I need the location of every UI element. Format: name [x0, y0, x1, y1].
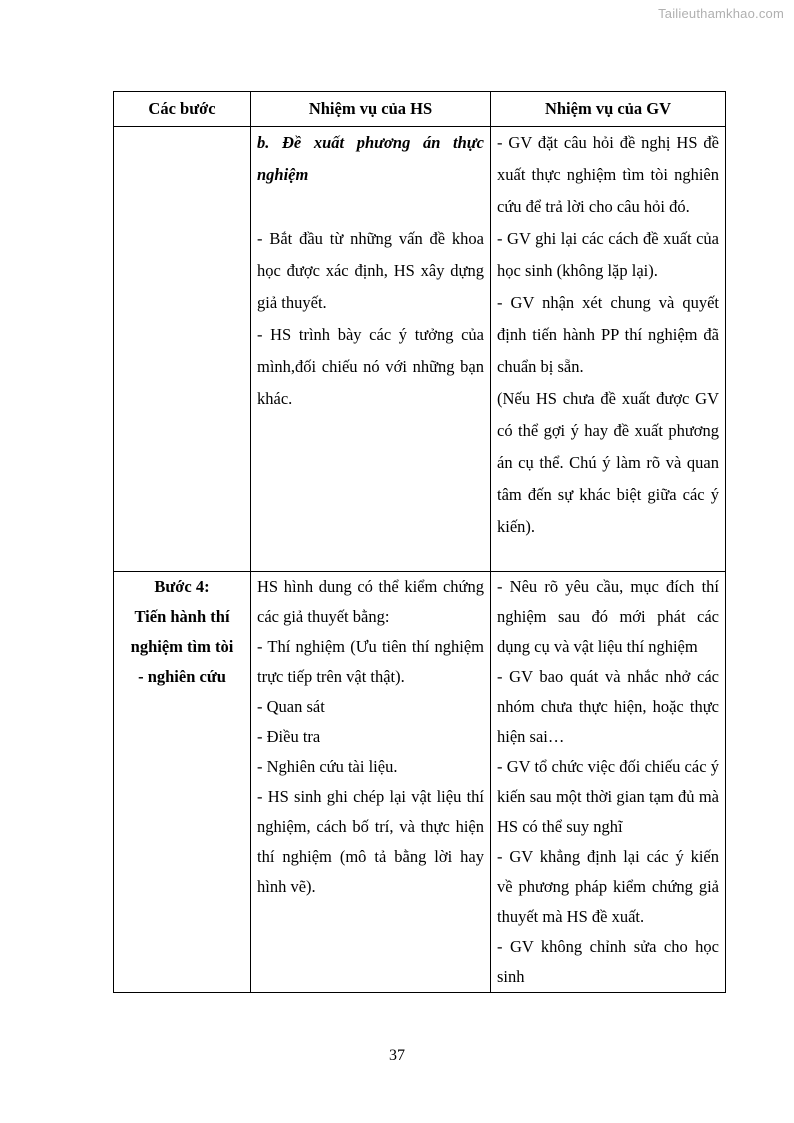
watermark: Tailieuthamkhao.com [658, 6, 784, 21]
header-teacher-tasks: Nhiệm vụ của GV [491, 92, 726, 127]
student-task: HS hình dung có thể kiểm chứng các giả thuyết bằng: [257, 577, 484, 626]
teacher-task: (Nếu HS chưa đề xuất được GV có thể gợi ý hay đề xuất phương án cụ thể. Chú ý làm rõ và quan tâm đến sự khác biệt giữa các ý kiến). [497, 389, 719, 536]
teacher-tasks-cell [491, 127, 726, 572]
teacher-task: - GV ghi lại các cách đề xuất của học sinh (không lặp lại). [497, 229, 719, 280]
student-task: - Điều tra [257, 727, 321, 746]
student-task: - Quan sát [257, 697, 325, 716]
header-steps: Các bước [114, 92, 251, 127]
header-student-tasks: Nhiệm vụ của HS [251, 92, 491, 127]
step-cell-empty [114, 127, 251, 572]
step-cell [114, 572, 251, 993]
teacher-task: - Nêu rõ yêu cầu, mục đích thí nghiệm sau đó mới phát các dụng cụ và vật liệu thí nghiệm [497, 577, 719, 656]
step-name-line: nghiệm tìm tòi [130, 637, 234, 656]
student-task: - Thí nghiệm (Ưu tiên thí nghiệm trực tiếp trên vật thật). [257, 637, 484, 686]
step-name-line: - nghiên cứu [138, 667, 226, 686]
subsection-title: b. Đề xuất phương án thực nghiệm [257, 133, 484, 184]
steps-table [113, 91, 726, 993]
student-task: - HS sinh ghi chép lại vật liệu thí nghiệm, cách bố trí, và thực hiện thí nghiệm (mô tả bằng lời hay hình vẽ). [257, 787, 484, 896]
page-number: 37 [389, 1047, 405, 1064]
table-row [114, 572, 726, 993]
teacher-task: - GV bao quát và nhắc nhở các nhóm chưa thực hiện, hoặc thực hiện sai… [497, 667, 719, 746]
step-title: Bước 4: [154, 577, 210, 596]
table-row [114, 127, 726, 572]
student-task: - Bắt đầu từ những vấn đề khoa học được xác định, HS xây dựng giả thuyết. [257, 229, 484, 312]
teacher-task: - GV không chỉnh sửa cho học sinh [497, 937, 719, 986]
teacher-tasks-cell [491, 572, 726, 993]
student-tasks-cell [251, 127, 491, 572]
student-tasks-cell [251, 572, 491, 993]
teacher-task: - GV tổ chức việc đối chiếu các ý kiến sau một thời gian tạm đủ mà HS có thể suy nghĩ [497, 757, 719, 836]
student-task: - HS trình bày các ý tưởng của mình,đối chiếu nó với những bạn khác. [257, 325, 484, 408]
table-header-row [114, 92, 726, 127]
teacher-task: - GV đặt câu hỏi đề nghị HS đề xuất thực nghiệm tìm tòi nghiên cứu để trả lời cho câu hỏi đó. [497, 133, 719, 216]
teacher-task: - GV nhận xét chung và quyết định tiến hành PP thí nghiệm đã chuẩn bị sẵn. [497, 293, 719, 376]
teacher-task: - GV khẳng định lại các ý kiến về phương pháp kiểm chứng giả thuyết mà HS đề xuất. [497, 847, 719, 926]
step-name-line: Tiến hành thí [134, 607, 230, 626]
student-task: - Nghiên cứu tài liệu. [257, 757, 398, 776]
